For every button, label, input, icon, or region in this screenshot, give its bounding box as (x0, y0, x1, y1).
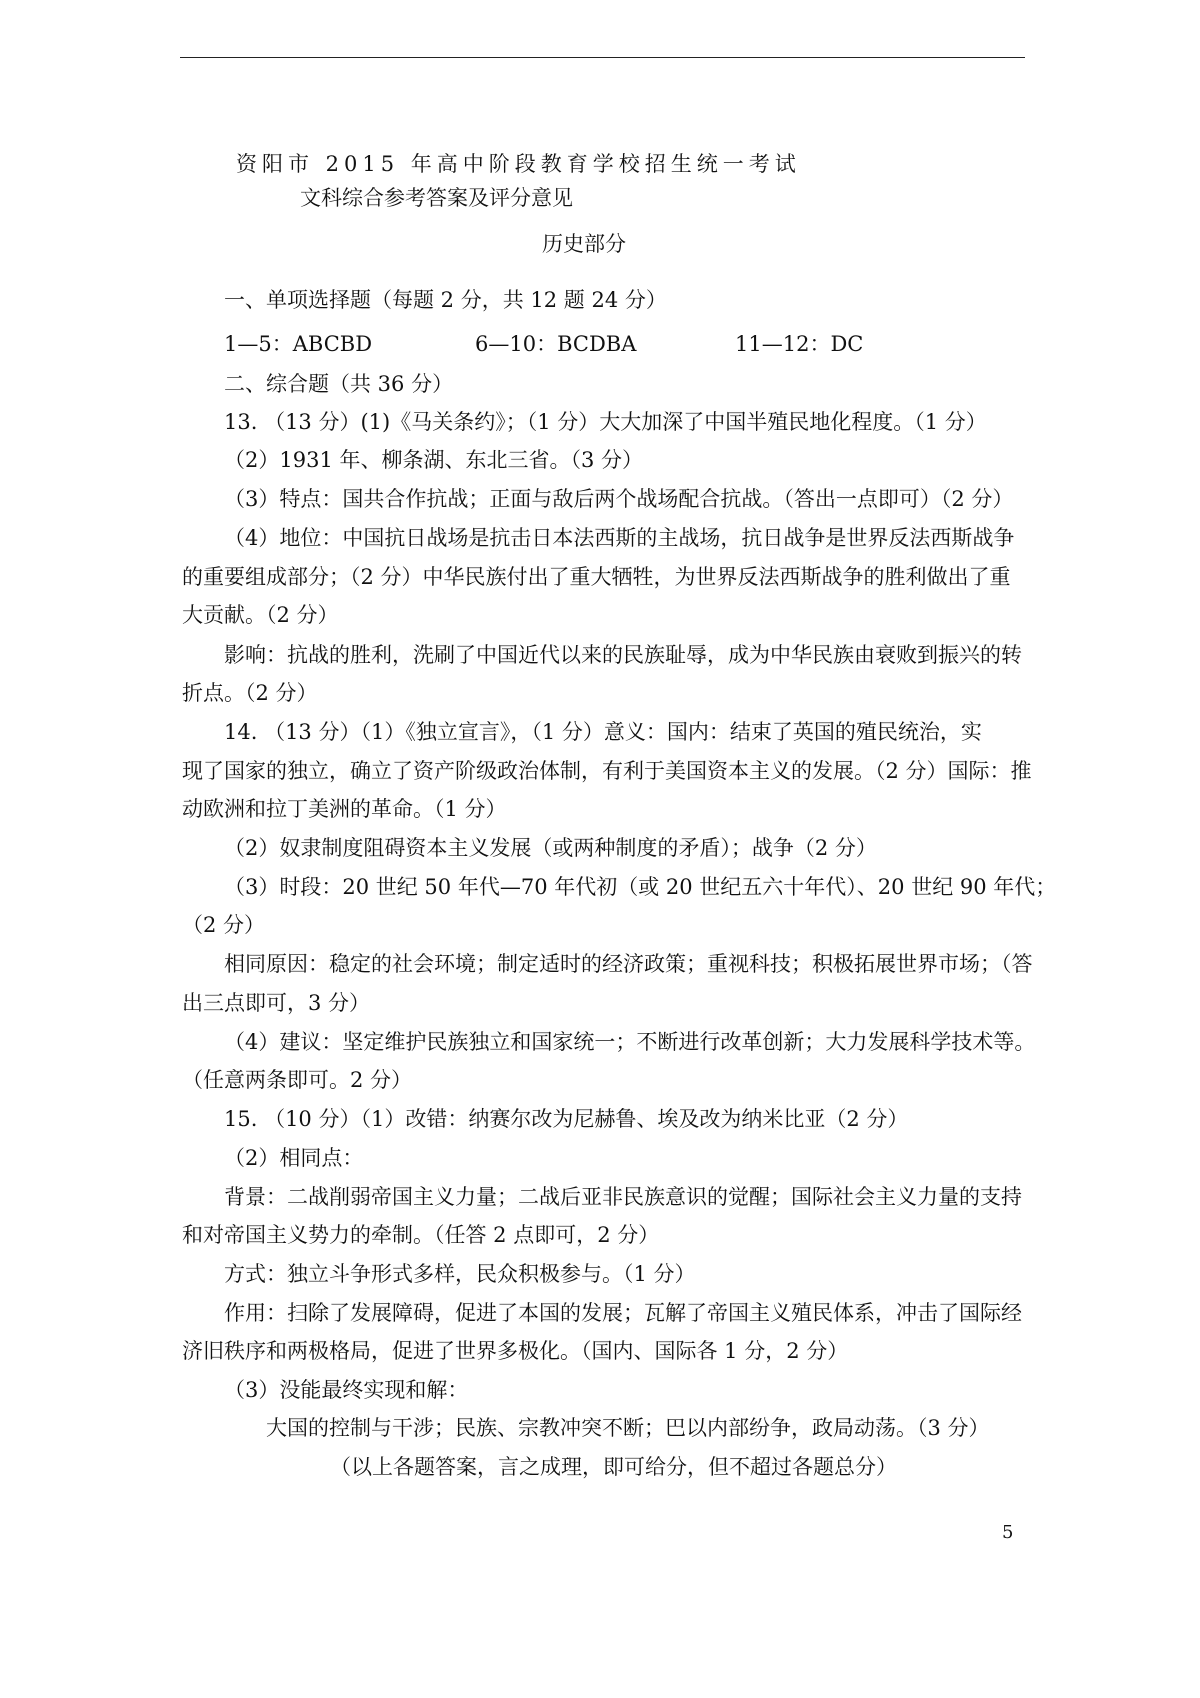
page-number: 5 (1002, 1522, 1014, 1543)
header-rule (180, 57, 1025, 58)
q15-line: 济旧秩序和两极格局，促进了世界多极化。（国内、国际各 1 分，2 分） (182, 1339, 849, 1363)
q15-line: 15. （10 分）（1）改错：纳赛尔改为尼赫鲁、埃及改为纳米比亚（2 分） (224, 1107, 909, 1131)
part2-heading: 二、综合题（共 36 分） (224, 372, 454, 396)
q13-line: （4）地位：中国抗日战场是抗击日本法西斯的主战场，抗日战争是世界反法西斯战争 (224, 526, 1015, 550)
part1-heading: 一、单项选择题（每题 2 分，共 12 题 24 分） (224, 288, 667, 312)
q15-line: 和对帝国主义势力的牵制。（任答 2 点即可，2 分） (182, 1223, 660, 1247)
q13-line: 大贡献。（2 分） (182, 603, 339, 627)
q15-line: （3）没能最终实现和解： (224, 1378, 469, 1402)
closing-note: （以上各题答案，言之成理，即可给分，但不超过各题总分） (330, 1455, 897, 1479)
q13-line: （3）特点：国共合作抗战；正面与敌后两个战场配合抗战。（答出一点即可）（2 分） (224, 487, 1014, 511)
answer-group-2: 6—10：BCDBA (475, 332, 637, 356)
q14-line: 现了国家的独立，确立了资产阶级政治体制，有利于美国资本主义的发展。（2 分）国际：推 (182, 759, 1032, 783)
q14-line: （3）时段：20 世纪 50 年代—70 年代初（或 20 世纪五六十年代）、20 世纪 90 年代； (224, 875, 1057, 899)
q14-line: （2）奴隶制度阻碍资本主义发展（或两种制度的矛盾）；战争（2 分） (224, 836, 877, 860)
q14-line: 出三点即可，3 分） (182, 991, 371, 1015)
q13-line: 折点。（2 分） (182, 681, 318, 705)
q14-line: 动欧洲和拉丁美洲的革命。（1 分） (182, 797, 507, 821)
q14-line: 14. （13 分）（1）《独立宣言》，（1 分）意义：国内：结束了英国的殖民统治，实 (224, 720, 982, 744)
q13-line: 13. （13 分）(1)《马关条约》；（1 分）大大加深了中国半殖民地化程度。（1 分） (224, 410, 987, 434)
q13-line: （2）1931 年、柳条湖、东北三省。（3 分） (224, 448, 644, 472)
q15-line: （2）相同点： (224, 1146, 364, 1170)
q15-line: 方式：独立斗争形式多样，民众积极参与。（1 分） (224, 1262, 696, 1286)
q14-line: （4）建议：坚定维护民族独立和国家统一；不断进行改革创新；大力发展科学技术等。 (224, 1030, 1036, 1054)
answer-group-3: 11—12：DC (735, 332, 864, 356)
q13-line: 的重要组成部分；（2 分）中华民族付出了重大牺牲，为世界反法西斯战争的胜利做出了重 (182, 565, 1011, 589)
q15-line: 作用：扫除了发展障碍，促进了本国的发展；瓦解了帝国主义殖民体系，冲击了国际经 (224, 1301, 1022, 1325)
document-subtitle: 文科综合参考答案及评分意见 (300, 186, 573, 210)
q15-line: 背景：二战削弱帝国主义力量；二战后亚非民族意识的觉醒；国际社会主义力量的支持 (224, 1185, 1022, 1209)
answer-group-1: 1—5：ABCBD (224, 332, 373, 356)
q14-line: （任意两条即可。2 分） (182, 1068, 413, 1092)
section-title: 历史部分 (542, 232, 626, 256)
q14-line: （2 分） (182, 913, 266, 937)
q15-line: 大国的控制与干涉；民族、宗教冲突不断；巴以内部纷争，政局动荡。（3 分） (266, 1416, 990, 1440)
q13-line: 影响：抗战的胜利，洗刷了中国近代以来的民族耻辱，成为中华民族由衰败到振兴的转 (224, 643, 1022, 667)
q14-line: 相同原因：稳定的社会环境；制定适时的经济政策；重视科技；积极拓展世界市场；（答 (224, 952, 1033, 976)
document-title: 资阳市 2015 年高中阶段教育学校招生统一考试 (236, 152, 801, 176)
